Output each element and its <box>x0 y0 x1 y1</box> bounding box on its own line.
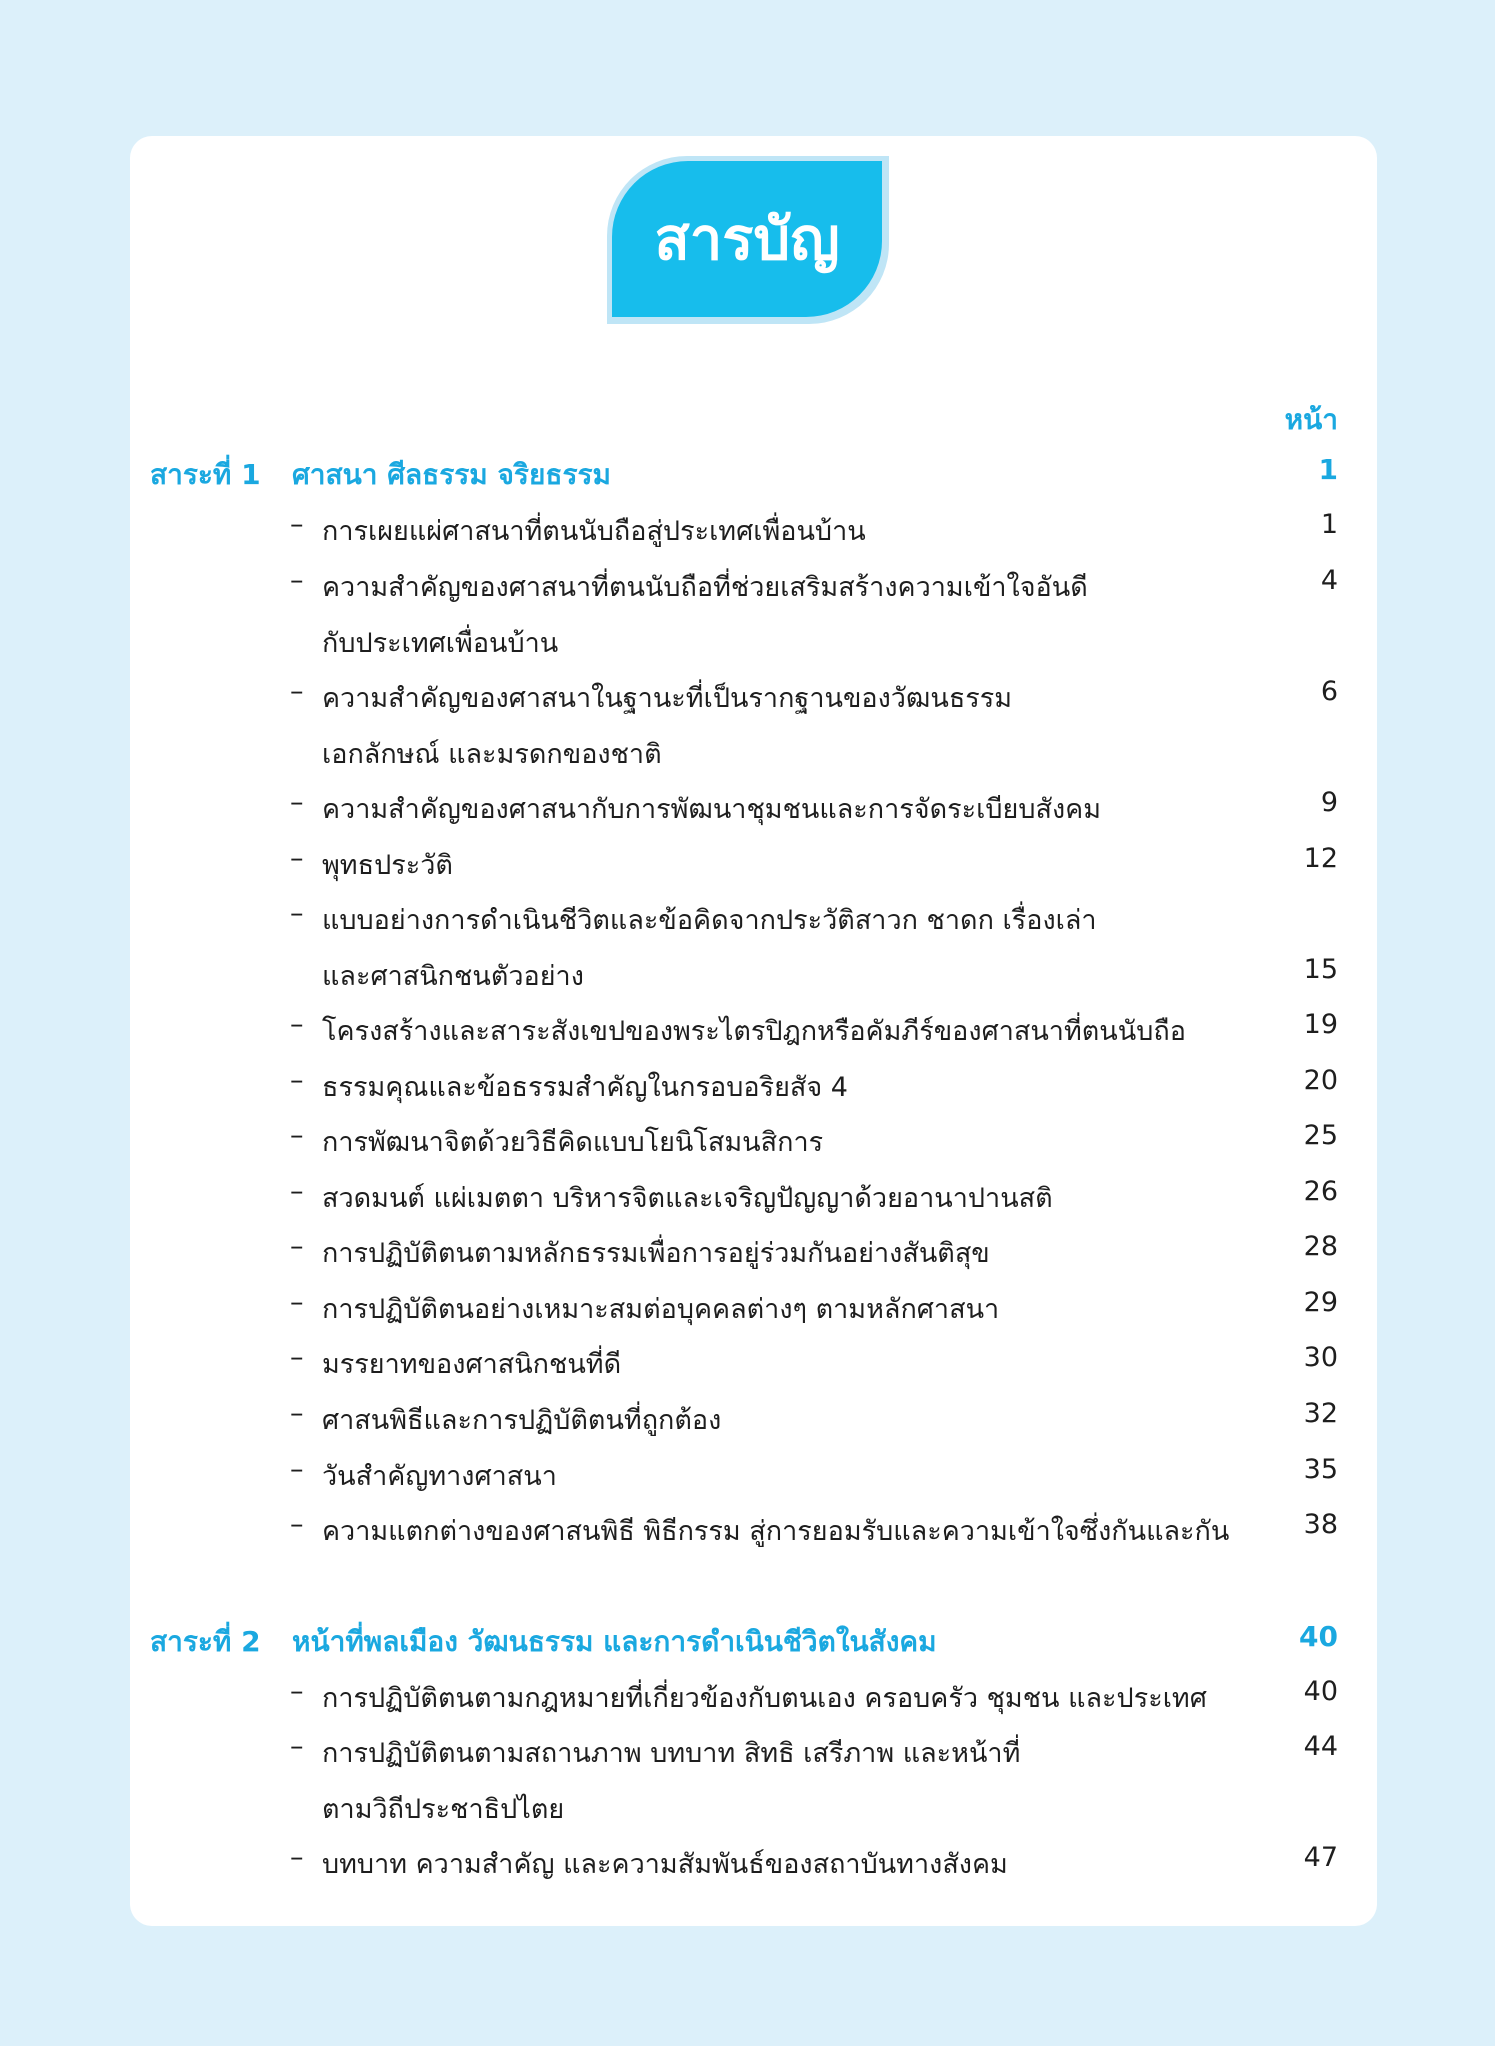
section-heading <box>150 443 1338 499</box>
entry-text: ความสำคัญของศาสนาในฐานะที่เป็นรากฐานของวัฒนธรรม <box>322 683 1013 714</box>
entry-text: การเผยแผ่ศาสนาที่ตนนับถือสู่ประเทศเพื่อนบ้าน <box>322 516 866 547</box>
entry-dash: – <box>290 1509 304 1540</box>
entry-dash: – <box>290 1176 304 1207</box>
entry-dash: – <box>290 676 304 707</box>
section-title: ศาสนา ศีลธรรม จริยธรรม <box>292 458 611 491</box>
entry-page-number: 35 <box>1303 1454 1338 1485</box>
section-label: สาระที่ 2 <box>150 1625 261 1658</box>
entry-page-number: 9 <box>1320 787 1338 818</box>
entry-text-continued: เอกลักษณ์ และมรดกของชาติ <box>322 739 662 770</box>
section-label: สาระที่ 1 <box>150 458 261 491</box>
title-badge-box <box>612 161 882 317</box>
entry-page-number: 15 <box>1303 954 1338 985</box>
entry-text: วันสำคัญทางศาสนา <box>322 1461 557 1492</box>
entry-text: พุทธประวัติ <box>322 850 453 881</box>
entry-text: ความแตกต่างของศาสนพิธี พิธีกรรม สู่การยอมรับและความเข้าใจซึ่งกันและกัน <box>322 1516 1230 1547</box>
entry-text: การปฏิบัติตนตามกฎหมายที่เกี่ยวข้องกับตนเอง ครอบครัว ชุมชน และประเทศ <box>322 1683 1207 1714</box>
entry-text-continued: ตามวิถีประชาธิปไตย <box>322 1794 565 1825</box>
entry-dash: – <box>290 565 304 596</box>
entry-dash: – <box>290 1342 304 1373</box>
section-page-number: 1 <box>1318 453 1338 486</box>
entry-page-number: 6 <box>1320 676 1338 707</box>
entry-page-number: 4 <box>1320 565 1338 596</box>
entry-page-number: 30 <box>1303 1342 1338 1373</box>
section-heading <box>150 1610 1338 1666</box>
entry-text: ความสำคัญของศาสนาที่ตนนับถือที่ช่วยเสริมสร้างความเข้าใจอันดี <box>322 572 1088 603</box>
entry-page-number: 25 <box>1303 1120 1338 1151</box>
entry-page-number: 40 <box>1303 1676 1338 1707</box>
entry-page-number: 19 <box>1303 1009 1338 1040</box>
entry-page-number: 12 <box>1303 843 1338 874</box>
entry-dash: – <box>290 1398 304 1429</box>
entry-text: ธรรมคุณและข้อธรรมสำคัญในกรอบอริยสัจ 4 <box>322 1072 848 1103</box>
entry-text: บทบาท ความสำคัญ และความสัมพันธ์ของสถาบันทางสังคม <box>322 1849 1008 1880</box>
entry-dash: – <box>290 787 304 818</box>
entry-page-number: 29 <box>1303 1287 1338 1318</box>
entry-text: การปฏิบัติตนตามสถานภาพ บทบาท สิทธิ เสรีภาพ และหน้าที่ <box>322 1738 1021 1769</box>
entry-dash: – <box>290 1120 304 1151</box>
entry-text: โครงสร้างและสาระสังเขปของพระไตรปิฎกหรือคัมภีร์ของศาสนาที่ตนนับถือ <box>322 1016 1186 1047</box>
entry-text: การปฏิบัติตนอย่างเหมาะสมต่อบุคคลต่างๆ ตามหลักศาสนา <box>322 1294 1000 1325</box>
entry-dash: – <box>290 1065 304 1096</box>
entry-dash: – <box>290 1842 304 1873</box>
section-page-number: 40 <box>1299 1620 1338 1653</box>
entry-text: การปฏิบัติตนตามหลักธรรมเพื่อการอยู่ร่วมกันอย่างสันติสุข <box>322 1238 990 1269</box>
page-column-header: หน้า <box>1284 403 1338 436</box>
entry-page-number: 47 <box>1303 1842 1338 1873</box>
section-title: หน้าที่พลเมือง วัฒนธรรม และการดำเนินชีวิตในสังคม <box>292 1625 937 1658</box>
page-title: สารบัญ <box>654 205 840 273</box>
entry-dash: – <box>290 843 304 874</box>
entry-text: สวดมนต์ แผ่เมตตา บริหารจิตและเจริญปัญญาด้วยอานาปานสติ <box>322 1183 1053 1214</box>
entry-dash: – <box>290 1731 304 1762</box>
entry-page-number: 1 <box>1320 509 1338 540</box>
entry-page-number: 28 <box>1303 1231 1338 1262</box>
entry-text-continued: และศาสนิกชนตัวอย่าง <box>322 961 584 992</box>
entry-page-number: 20 <box>1303 1065 1338 1096</box>
entry-text: ศาสนพิธีและการปฏิบัติตนที่ถูกต้อง <box>322 1405 722 1436</box>
entry-text: ความสำคัญของศาสนากับการพัฒนาชุมชนและการจัดระเบียบสังคม <box>322 794 1102 825</box>
entry-page-number: 44 <box>1303 1731 1338 1762</box>
entry-page-number: 38 <box>1303 1509 1338 1540</box>
entry-dash: – <box>290 1231 304 1262</box>
entry-page-number: 32 <box>1303 1398 1338 1429</box>
entry-text: แบบอย่างการดำเนินชีวิตและข้อคิดจากประวัติสาวก ชาดก เรื่องเล่า <box>322 905 1097 936</box>
title-badge <box>607 156 889 324</box>
entry-dash: – <box>290 1009 304 1040</box>
entry-dash: – <box>290 1676 304 1707</box>
entry-text: การพัฒนาจิตด้วยวิธีคิดแบบโยนิโสมนสิการ <box>322 1127 824 1158</box>
entry-dash: – <box>290 1454 304 1485</box>
entry-text: มรรยาทของศาสนิกชนที่ดี <box>322 1349 622 1380</box>
entry-text-continued: กับประเทศเพื่อนบ้าน <box>322 628 559 659</box>
entry-dash: – <box>290 898 304 929</box>
entry-dash: – <box>290 1287 304 1318</box>
entry-dash: – <box>290 509 304 540</box>
entry-page-number: 26 <box>1303 1176 1338 1207</box>
